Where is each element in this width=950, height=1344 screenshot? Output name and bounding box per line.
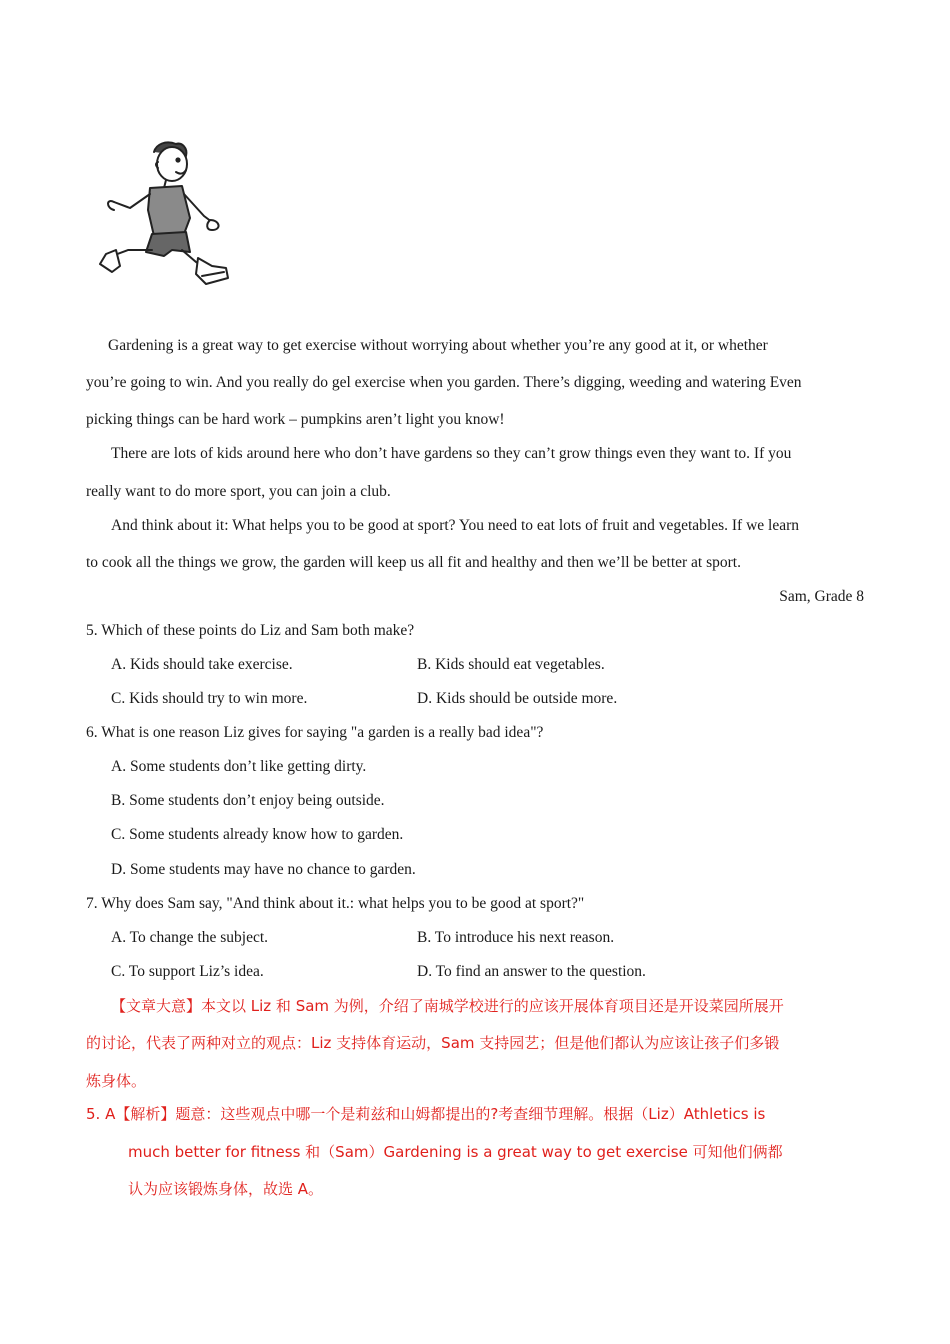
question-7-option-b: B. To introduce his next reason. xyxy=(417,929,615,946)
running-boy-illustration xyxy=(92,138,234,294)
question-5-option-c: C. Kids should try to win more. xyxy=(111,690,308,707)
answer-5-line-1: 5. A【解析】题意：这些观点中哪一个是莉兹和山姆都提出的?考查细节理解。根据（Liz）Athletics is xyxy=(86,1105,766,1123)
paragraph-3-line-2: to cook all the things we grow, the garden will keep us all fit and healthy and then we’ll be better at sport. xyxy=(86,554,741,571)
question-6-option-c: C. Some students already know how to garden. xyxy=(111,826,404,843)
paragraph-2-line-2: really want to do more sport, you can join a club. xyxy=(86,483,391,500)
paragraph-2-line-1: There are lots of kids around here who don’t have gardens so they can’t grow things even they want to. If you xyxy=(111,445,792,462)
answer-5-line-3: 认为应该锻炼身体，故选 A。 xyxy=(128,1180,324,1198)
question-5-option-b: B. Kids should eat vegetables. xyxy=(417,656,605,673)
question-6-option-a: A. Some students don’t like getting dirty. xyxy=(111,758,367,775)
paragraph-1-line-3: picking things can be hard work – pumpkins aren’t light you know! xyxy=(86,411,505,428)
paragraph-1-line-1: Gardening is a great way to get exercise without worrying about whether you’re any good at it, or whether xyxy=(108,337,768,354)
question-6-stem: 6. What is one reason Liz gives for saying "a garden is a really bad idea"? xyxy=(86,724,544,741)
question-7-stem: 7. Why does Sam say, "And think about it.: what helps you to be good at sport?" xyxy=(86,895,585,912)
question-6-option-b: B. Some students don’t enjoy being outside. xyxy=(111,792,385,809)
question-7-option-d: D. To find an answer to the question. xyxy=(417,963,646,980)
question-5-option-d: D. Kids should be outside more. xyxy=(417,690,618,707)
summary-line-3: 炼身体。 xyxy=(86,1072,147,1090)
answer-5-line-2: much better for fitness 和（Sam）Gardening is a great way to get exercise 可知他们俩都 xyxy=(128,1143,783,1161)
summary-line-2: 的讨论，代表了两种对立的观点：Liz 支持体育运动，Sam 支持园艺；但是他们都认为应该让孩子们多锻 xyxy=(86,1034,780,1052)
question-7-option-a: A. To change the subject. xyxy=(111,929,269,946)
question-6-option-d: D. Some students may have no chance to garden. xyxy=(111,861,416,878)
summary-line-1: 【文章大意】本文以 Liz 和 Sam 为例，介绍了南城学校进行的应该开展体育项目还是开设菜园所展开 xyxy=(111,997,784,1015)
signature: Sam, Grade 8 xyxy=(779,588,864,605)
paragraph-3-line-1: And think about it: What helps you to be good at sport? You need to eat lots of fruit and vegetables. If we learn xyxy=(111,517,800,534)
question-7-option-c: C. To support Liz’s idea. xyxy=(111,963,264,980)
paragraph-1-line-2: you’re going to win. And you really do gel exercise when you garden. There’s digging, weeding and watering Even xyxy=(86,374,802,391)
question-5-stem: 5. Which of these points do Liz and Sam both make? xyxy=(86,622,415,639)
question-5-option-a: A. Kids should take exercise. xyxy=(111,656,293,673)
